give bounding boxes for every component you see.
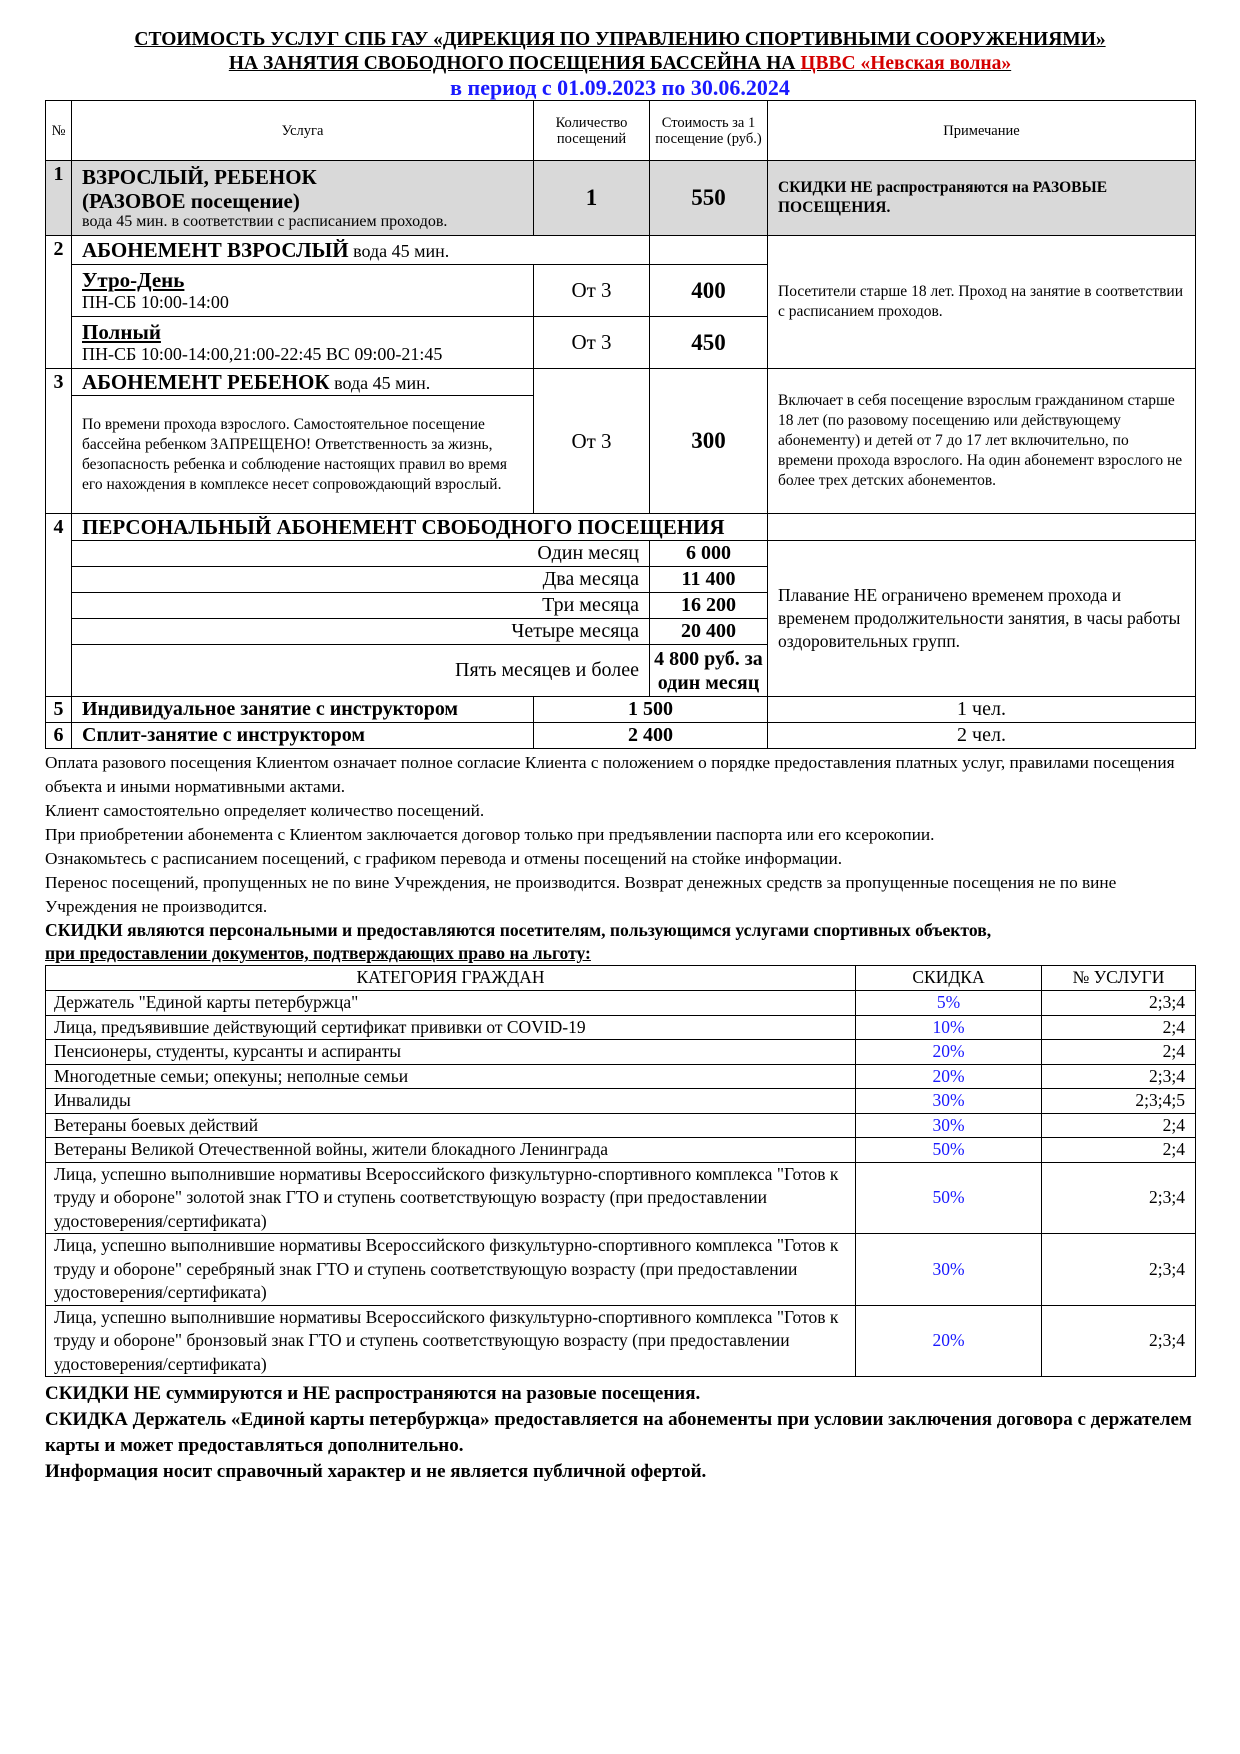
terms-notes xyxy=(45,751,1195,919)
table-row xyxy=(46,1162,1196,1234)
footer-line: СКИДКИ НЕ суммируются и НЕ распространяются на разовые посещения. xyxy=(45,1383,701,1404)
service-numbers: 2;4 xyxy=(1042,1113,1196,1138)
service-title: Сплит-занятие с инструктором xyxy=(72,723,534,749)
table-row xyxy=(46,514,1196,541)
price: 400 xyxy=(650,265,768,317)
col-header-category: КАТЕГОРИЯ ГРАЖДАН xyxy=(46,966,856,991)
table-row xyxy=(46,991,1196,1016)
sub-service-name: Утро-День xyxy=(82,267,185,292)
price: 6 000 xyxy=(650,541,768,567)
col-header-cost: Стоимость за 1 посещение (руб.) xyxy=(650,101,768,161)
service-desc: вода 45 мин. в соответствии с расписанием проходов. xyxy=(82,213,448,230)
table-row xyxy=(46,1015,1196,1040)
visit-count: 1 xyxy=(534,161,650,236)
visit-count: От 3 xyxy=(534,317,650,369)
note-paragraph: Оплата разового посещения Клиентом означает полное согласие Клиента с положением о порядке предоставления платных услуг, правилами посещения объекта и иными нормативными актами. xyxy=(45,753,1175,796)
service-title: Индивидуальное занятие с инструктором xyxy=(72,697,534,723)
price: 450 xyxy=(650,317,768,369)
service-numbers: 2;3;4 xyxy=(1042,1064,1196,1089)
col-header-services: № УСЛУГИ xyxy=(1042,966,1196,991)
note: 2 чел. xyxy=(768,723,1196,749)
service-numbers: 2;3;4;5 xyxy=(1042,1089,1196,1114)
note: Посетители старше 18 лет. Проход на занятие в соответствии с расписанием проходов. xyxy=(768,236,1196,369)
service-cell xyxy=(72,236,650,265)
visit-count: От 3 xyxy=(534,369,650,514)
table-row xyxy=(46,723,1196,749)
footer-notes xyxy=(45,1381,1195,1485)
document-title-line1: СТОИМОСТЬ УСЛУГ СПБ ГАУ «ДИРЕКЦИЯ ПО УПРАВЛЕНИЮ СПОРТИВНЫМИ СООРУЖЕНИЯМИ» xyxy=(134,29,1106,50)
discount-value: 30% xyxy=(856,1089,1042,1114)
sub-service-schedule: ПН-СБ 10:00-14:00,21:00-22:45 ВС 09:00-21:45 xyxy=(82,343,443,364)
service-desc: По времени прохода взрослого. Самостоятельное посещение бассейна ребенком ЗАПРЕЩЕНО! Ответственность за жизнь, безопасность ребенка и соблюдение настоящих правил во время его нахождения в комплексе несет сопровождающий взрослый. xyxy=(72,396,534,514)
service-cell xyxy=(72,161,534,236)
period-subtitle: в период с 01.09.2023 по 30.06.2024 xyxy=(450,75,790,100)
empty-cell xyxy=(650,236,768,265)
subscription-period: Три месяца xyxy=(72,593,650,619)
document-title-line2 xyxy=(45,52,1195,76)
col-header-service: Услуга xyxy=(72,101,534,161)
footer-line: Информация носит справочный характер и не является публичной офертой. xyxy=(45,1461,707,1482)
service-cell xyxy=(72,369,534,396)
price: 11 400 xyxy=(650,567,768,593)
col-header-num: № xyxy=(46,101,72,161)
service-title: АБОНЕМЕНТ ВЗРОСЛЫЙ xyxy=(82,237,349,262)
price: 4 800 руб. за один месяц xyxy=(650,645,768,697)
empty-cell xyxy=(768,514,1196,541)
service-numbers: 2;4 xyxy=(1042,1040,1196,1065)
service-numbers: 2;3;4 xyxy=(1042,1305,1196,1377)
category: Многодетные семьи; опекуны; неполные семьи xyxy=(46,1064,856,1089)
discount-intro-2: при предоставлении документов, подтверждающих право на льготу: xyxy=(45,943,591,963)
col-header-count: Количество посещений xyxy=(534,101,650,161)
category: Ветераны Великой Отечественной войны, жители блокадного Ленинграда xyxy=(46,1138,856,1163)
note: Плавание НЕ ограничено временем прохода и временем продолжительности занятия, в часы работы оздоровительных групп. xyxy=(768,541,1196,697)
visit-count: От 3 xyxy=(534,265,650,317)
subscription-period: Четыре месяца xyxy=(72,619,650,645)
service-title: АБОНЕМЕНТ РЕБЕНОК xyxy=(82,369,330,394)
note: Включает в себя посещение взрослым гражданином старше 18 лет (по разовому посещению или действующему абонементу) и детей от 7 до 17 лет включительно, по времени прохода взрослого. На один абонемент взрослого не более трех детских абонементов. xyxy=(768,369,1196,514)
table-row xyxy=(46,697,1196,723)
sub-service-schedule: ПН-СБ 10:00-14:00 xyxy=(82,291,229,312)
table-row xyxy=(46,1064,1196,1089)
category: Инвалиды xyxy=(46,1089,856,1114)
row-number: 3 xyxy=(46,369,72,514)
discount-value: 20% xyxy=(856,1064,1042,1089)
service-subtitle: (РАЗОВОЕ посещение) xyxy=(82,189,300,213)
category: Пенсионеры, студенты, курсанты и аспиранты xyxy=(46,1040,856,1065)
table-row xyxy=(46,236,1196,265)
note: СКИДКИ НЕ распространяются на РАЗОВЫЕ ПОСЕЩЕНИЯ. xyxy=(768,161,1196,236)
footer-line: СКИДКА Держатель «Единой карты петербуржца» предоставляется на абонементы при условии заключения договора с держателем карты и может предоставляться дополнительно. xyxy=(45,1409,1192,1456)
table-row xyxy=(46,1040,1196,1065)
row-number: 2 xyxy=(46,236,72,369)
discount-value: 50% xyxy=(856,1138,1042,1163)
category: Лица, успешно выполнившие нормативы Всероссийского физкультурно-спортивного комплекса "Готов к труду и обороне" золотой знак ГТО и ступень соответствующую возрасту (при предоставлении удостоверения/сертификата) xyxy=(46,1162,856,1234)
service-title: ВЗРОСЛЫЙ, РЕБЕНОК xyxy=(82,165,317,189)
col-header-note: Примечание xyxy=(768,101,1196,161)
note-paragraph: Клиент самостоятельно определяет количество посещений. xyxy=(45,801,485,820)
price: 300 xyxy=(650,369,768,514)
service-cell xyxy=(72,265,534,317)
discount-value: 30% xyxy=(856,1234,1042,1306)
table-row xyxy=(46,541,1196,567)
row-number: 6 xyxy=(46,723,72,749)
table-row xyxy=(46,1113,1196,1138)
discount-value: 20% xyxy=(856,1305,1042,1377)
price: 1 500 xyxy=(534,697,768,723)
category: Ветераны боевых действий xyxy=(46,1113,856,1138)
sub-service-name: Полный xyxy=(82,319,161,344)
price: 16 200 xyxy=(650,593,768,619)
subscription-period: Пять месяцев и более xyxy=(72,645,650,697)
table-row xyxy=(46,369,1196,396)
category: Лица, предъявившие действующий сертификат прививки от COVID-19 xyxy=(46,1015,856,1040)
row-number: 5 xyxy=(46,697,72,723)
table-row xyxy=(46,1234,1196,1306)
note: 1 чел. xyxy=(768,697,1196,723)
table-row xyxy=(46,1089,1196,1114)
subscription-period: Один месяц xyxy=(72,541,650,567)
service-numbers: 2;4 xyxy=(1042,1138,1196,1163)
table-row xyxy=(46,1305,1196,1377)
category: Лица, успешно выполнившие нормативы Всероссийского физкультурно-спортивного комплекса "Готов к труду и обороне" бронзовый знак ГТО и ступень соответствующую возрасту (при предоставлении удостоверения/сертификата) xyxy=(46,1305,856,1377)
note-paragraph: Перенос посещений, пропущенных не по вине Учреждения, не производится. Возврат денежных средств за пропущенные посещения не по вине Учреждения не производится. xyxy=(45,873,1117,916)
table-row xyxy=(46,1138,1196,1163)
service-title: ПЕРСОНАЛЬНЫЙ АБОНЕМЕНТ СВОБОДНОГО ПОСЕЩЕНИЯ xyxy=(72,514,768,541)
service-cell xyxy=(72,317,534,369)
price: 550 xyxy=(650,161,768,236)
title-line2-prefix: НА ЗАНЯТИЯ СВОБОДНОГО ПОСЕЩЕНИЯ БАССЕЙНА НА xyxy=(228,53,801,74)
subscription-period: Два месяца xyxy=(72,567,650,593)
service-numbers: 2;4 xyxy=(1042,1015,1196,1040)
venue-name: ЦВВС «Невская волна» xyxy=(800,53,1012,74)
service-numbers: 2;3;4 xyxy=(1042,1234,1196,1306)
service-title-suffix: вода 45 мин. xyxy=(329,372,431,393)
table-row xyxy=(46,161,1196,236)
service-numbers: 2;3;4 xyxy=(1042,1162,1196,1234)
discount-table xyxy=(45,965,1196,1377)
discount-value: 10% xyxy=(856,1015,1042,1040)
discount-value: 50% xyxy=(856,1162,1042,1234)
category: Держатель "Единой карты петербуржца" xyxy=(46,991,856,1016)
note-paragraph: Ознакомьтесь с расписанием посещений, с графиком перевода и отмены посещений на стойке информации. xyxy=(45,849,843,868)
document-page xyxy=(45,28,1195,1485)
discount-value: 5% xyxy=(856,991,1042,1016)
service-numbers: 2;3;4 xyxy=(1042,991,1196,1016)
discount-intro: СКИДКИ являются персональными и предоставляются посетителям, пользующимся услугами спортивных объектов, xyxy=(45,920,992,940)
row-number: 1 xyxy=(46,161,72,236)
price: 2 400 xyxy=(534,723,768,749)
service-title-suffix: вода 45 мин. xyxy=(348,240,450,261)
price-table xyxy=(45,100,1196,749)
row-number: 4 xyxy=(46,514,72,697)
category: Лица, успешно выполнившие нормативы Всероссийского физкультурно-спортивного комплекса "Готов к труду и обороне" серебряный знак ГТО и ступень соответствующую возрасту (при предоставлении удостоверения/сертификата) xyxy=(46,1234,856,1306)
price: 20 400 xyxy=(650,619,768,645)
note-paragraph: При приобретении абонемента с Клиентом заключается договор только при предъявлении паспорта или его ксерокопии. xyxy=(45,825,935,844)
col-header-discount: СКИДКА xyxy=(856,966,1042,991)
discount-value: 20% xyxy=(856,1040,1042,1065)
discount-value: 30% xyxy=(856,1113,1042,1138)
